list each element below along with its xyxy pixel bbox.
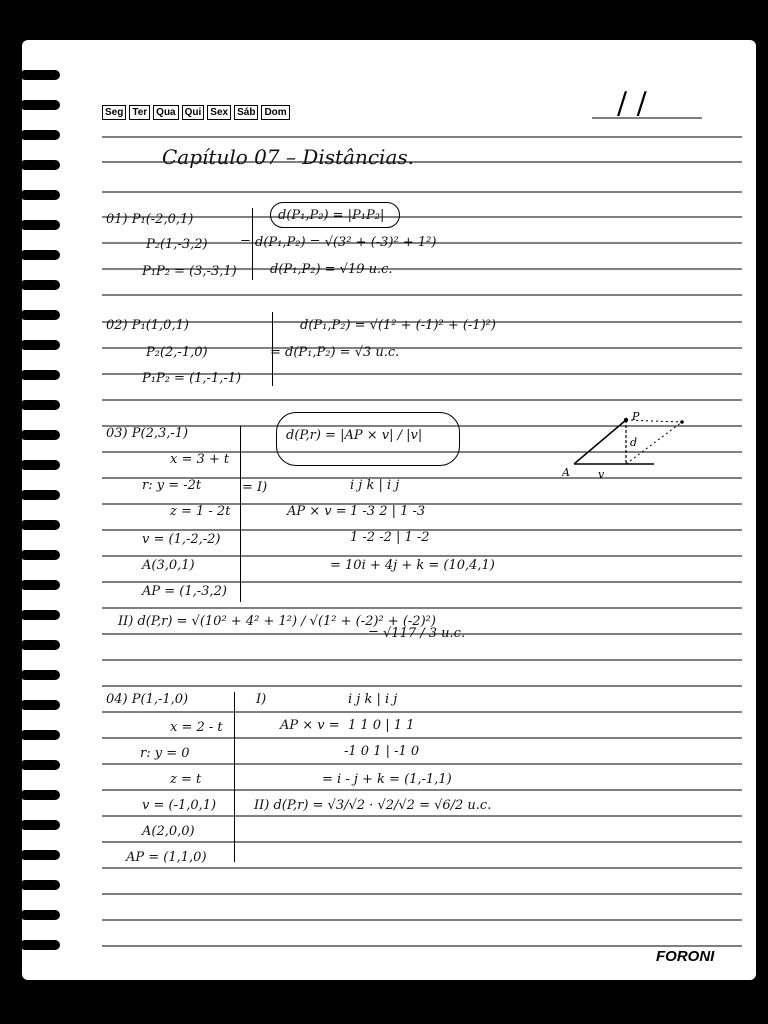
ex02-divider (272, 312, 273, 386)
diagram-label: A (562, 466, 570, 479)
ex01-line: d(P₁,P₂) = |P₁P₂| (278, 208, 385, 223)
ex01-line: P₁P₂ = (3,-3,1) (142, 264, 237, 279)
weekday-box: Sex (207, 105, 231, 120)
ex02-line: P₁P₂ = (1,-1,-1) (142, 371, 242, 386)
ex04-matrix-row: 1 1 0 | 1 1 (348, 718, 415, 733)
ex01-line: P₂(1,-3,2) (146, 237, 208, 252)
ex04-line: = i - j + k = (1,-1,1) (322, 772, 452, 787)
ex04-line: AP × v = (280, 718, 340, 733)
ex01-divider (252, 208, 253, 280)
weekday-box: Qui (182, 105, 205, 120)
ex03-line: v = (1,-2,-2) (142, 532, 221, 547)
ex03-matrix-row: 1 -2 -2 | 1 -2 (350, 530, 430, 545)
diagram-label: P (632, 410, 640, 423)
ex04-line: x = 2 - t (170, 720, 223, 735)
ex04-matrix-row: -1 0 1 | -1 0 (344, 744, 420, 759)
ex03-line: x = 3 + t (170, 452, 230, 467)
weekday-boxes (102, 105, 290, 120)
weekday-box: Dom (261, 105, 289, 120)
ex03-line: AP × v = (287, 504, 347, 519)
page-title: Capítulo 07 – Distâncias. (162, 145, 414, 169)
ex01-line: d(P₁,P₂) = √19 u.c. (270, 262, 393, 277)
ex04-line: 04) P(1,-1,0) (106, 692, 189, 707)
weekday-box: Seg (102, 105, 126, 120)
ex04-line: II) d(P,r) = √3/√2 · √2/√2 = √6/2 u.c. (254, 798, 492, 813)
ex04-line: z = t (170, 772, 202, 787)
ex01-line: = d(P₁,P₂) = √(3² + (-3)² + 1²) (240, 235, 437, 250)
ex02-line: = d(P₁,P₂) = √3 u.c. (270, 345, 400, 360)
diagram-label: v (598, 468, 605, 480)
date-field: / / (617, 86, 647, 121)
ex04-line: v = (-1,0,1) (142, 798, 217, 813)
weekday-box: Ter (129, 105, 150, 120)
ex03-line: d(P,r) = |AP × v| / |v| (286, 428, 423, 443)
ex02-line: d(P₁,P₂) = √(1² + (-1)² + (-1)²) (300, 318, 496, 333)
weekday-box: Qua (153, 105, 178, 120)
ex03-matrix-row: 1 -3 2 | 1 -3 (350, 504, 426, 519)
ex04-line: A(2,0,0) (142, 824, 195, 839)
ex04-line: r: y = 0 (140, 746, 190, 761)
ex03-divider (240, 426, 241, 602)
ex03-line: A(3,0,1) (142, 558, 195, 573)
brand-logo: FORONI (656, 948, 715, 965)
ex03-matrix-row: i j k | i j (350, 478, 400, 493)
diagram-label: d (630, 436, 638, 449)
ex03-line: = 10i + 4j + k = (10,4,1) (330, 558, 495, 573)
ex03-line: 03) P(2,3,-1) (106, 426, 189, 441)
ex02-line: P₂(2,-1,0) (146, 345, 208, 360)
ex01-line: 01) P₁(-2,0,1) (106, 212, 194, 227)
ex04-line: AP = (1,1,0) (126, 850, 207, 865)
ex04-matrix-row: i j k | i j (348, 692, 398, 707)
weekday-box: Sáb (234, 105, 258, 120)
ex03-line: = I) (242, 480, 268, 495)
ex03-distance-diagram (562, 410, 692, 480)
ex04-line: I) (256, 692, 267, 707)
ex03-line: AP = (1,-3,2) (142, 584, 227, 599)
notebook-page (22, 40, 756, 980)
ex03-line: z = 1 - 2t (170, 504, 231, 519)
spiral-binding (18, 40, 66, 980)
ex03-line: II) d(P,r) = √(10² + 4² + 1²) / √(1² + (-2)² + (-2)²) (118, 614, 436, 629)
ex03-line: = √117 / 3 u.c. (368, 626, 466, 641)
ex02-line: 02) P₁(1,0,1) (106, 318, 189, 333)
ex04-divider (234, 692, 235, 862)
ex03-line: r: y = -2t (142, 478, 202, 493)
